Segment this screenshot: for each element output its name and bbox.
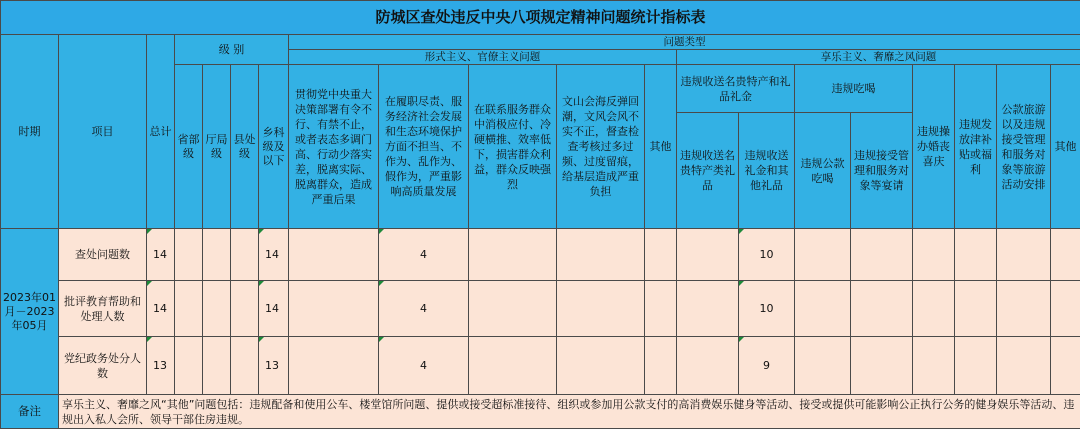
header-hedonism-2: 违规收送礼金和其他礼品	[739, 113, 795, 229]
remark-row	[1, 395, 1080, 429]
table-row	[1, 337, 1080, 395]
cell-empty	[677, 281, 739, 337]
cell-empty	[997, 229, 1051, 281]
cell-empty	[677, 229, 739, 281]
cell-empty	[851, 229, 913, 281]
header-hedonism-group: 享乐主义、奢靡之风问题	[677, 50, 1080, 65]
header-period: 时期	[1, 35, 59, 229]
cell-empty	[469, 281, 557, 337]
row-township: 14	[259, 229, 289, 281]
cell-empty	[997, 337, 1051, 395]
header-level-group: 级 别	[175, 35, 289, 65]
cell-empty	[175, 281, 203, 337]
header-level-bureau: 厅局级	[203, 65, 231, 229]
row-formalism-2: 4	[379, 281, 469, 337]
cell-empty	[175, 229, 203, 281]
header-formalism-4: 文山会海反弹回潮，文风会风不实不正，督查检查考核过多过频、过度留痕，给基层造成严重负担	[557, 65, 645, 229]
row-formalism-2: 4	[379, 229, 469, 281]
cell-empty	[955, 281, 997, 337]
row-formalism-2: 4	[379, 337, 469, 395]
header-hedonism-6: 违规发放津补贴或福利	[955, 65, 997, 229]
header-formalism-3: 在联系服务群众中消极应付、冷硬横推、效率低下，损害群众利益，群众反映强烈	[469, 65, 557, 229]
header-total: 总计	[147, 35, 175, 229]
cell-empty	[469, 337, 557, 395]
cell-empty	[289, 281, 379, 337]
header-level-township: 乡科级及以下	[259, 65, 289, 229]
cell-empty	[645, 337, 677, 395]
table-title: 防城区查处违反中央八项规定精神问题统计指标表	[1, 1, 1080, 35]
cell-empty	[851, 281, 913, 337]
cell-empty	[795, 281, 851, 337]
header-item: 项目	[59, 35, 147, 229]
header-dining-group: 违规吃喝	[795, 65, 913, 113]
cell-empty	[1051, 229, 1080, 281]
cell-empty	[913, 337, 955, 395]
row-item-label: 批评教育帮助和处理人数	[59, 281, 147, 337]
cell-empty	[645, 281, 677, 337]
row-total: 13	[147, 337, 175, 395]
row-township: 13	[259, 337, 289, 395]
header-formalism-1: 贯彻党中央重大决策部署有令不行、有禁不止，或者表态多调门高、行动少落实差，脱离实际、脱离群众，造成严重后果	[289, 65, 379, 229]
header-formalism-group: 形式主义、官僚主义问题	[289, 50, 677, 65]
cell-empty	[231, 281, 259, 337]
cell-empty	[795, 337, 851, 395]
remark-text: 享乐主义、奢靡之风“其他”问题包括：违规配备和使用公车、楼堂馆所问题、提供或接受超标准接待、组织或参加用公款支付的高消费娱乐健身等活动、接受或提供可能影响公正执行公务的健身娱乐等活动、违规出入私人会所、领导干部住房违规。	[59, 395, 1080, 429]
header-level-county: 县处级	[231, 65, 259, 229]
cell-empty	[203, 337, 231, 395]
table-row	[1, 229, 1080, 281]
cell-empty	[175, 337, 203, 395]
cell-empty	[557, 229, 645, 281]
header-problem-type: 问题类型	[289, 35, 1080, 50]
cell-empty	[557, 337, 645, 395]
cell-empty	[913, 229, 955, 281]
cell-empty	[677, 337, 739, 395]
row-hedonism-2: 9	[739, 337, 795, 395]
cell-empty	[645, 229, 677, 281]
header-gift-group: 违规收送名贵特产和礼品礼金	[677, 65, 795, 113]
table-row	[1, 281, 1080, 337]
header-hedonism-7: 公款旅游以及违规接受管理和服务对象等旅游活动安排	[997, 65, 1051, 229]
cell-empty	[289, 337, 379, 395]
row-item-label: 党纪政务处分人数	[59, 337, 147, 395]
header-hedonism-other: 其他	[1051, 65, 1080, 229]
cell-empty	[1051, 281, 1080, 337]
cell-empty	[851, 337, 913, 395]
header-hedonism-1: 违规收送名贵特产类礼品	[677, 113, 739, 229]
row-hedonism-2: 10	[739, 229, 795, 281]
cell-empty	[203, 281, 231, 337]
cell-empty	[955, 337, 997, 395]
cell-empty	[913, 281, 955, 337]
cell-empty	[557, 281, 645, 337]
cell-empty	[289, 229, 379, 281]
header-hedonism-3: 违规公款吃喝	[795, 113, 851, 229]
header-formalism-2: 在履职尽责、服务经济社会发展和生态环境保护方面不担当、不作为、乱作为、假作为，严重影响高质量发展	[379, 65, 469, 229]
cell-empty	[203, 229, 231, 281]
cell-empty	[795, 229, 851, 281]
header-formalism-other: 其他	[645, 65, 677, 229]
row-township: 14	[259, 281, 289, 337]
row-hedonism-2: 10	[739, 281, 795, 337]
cell-empty	[997, 281, 1051, 337]
cell-empty	[231, 337, 259, 395]
row-total: 14	[147, 281, 175, 337]
cell-empty	[231, 229, 259, 281]
row-item-label: 查处问题数	[59, 229, 147, 281]
header-level-province: 省部级	[175, 65, 203, 229]
remark-label: 备注	[1, 395, 59, 429]
period-cell: 2023年01月－2023年05月	[1, 229, 59, 395]
cell-empty	[1051, 337, 1080, 395]
cell-empty	[469, 229, 557, 281]
cell-empty	[955, 229, 997, 281]
header-hedonism-5: 违规操办婚丧喜庆	[913, 65, 955, 229]
row-total: 14	[147, 229, 175, 281]
header-hedonism-4: 违规接受管理和服务对象等宴请	[851, 113, 913, 229]
